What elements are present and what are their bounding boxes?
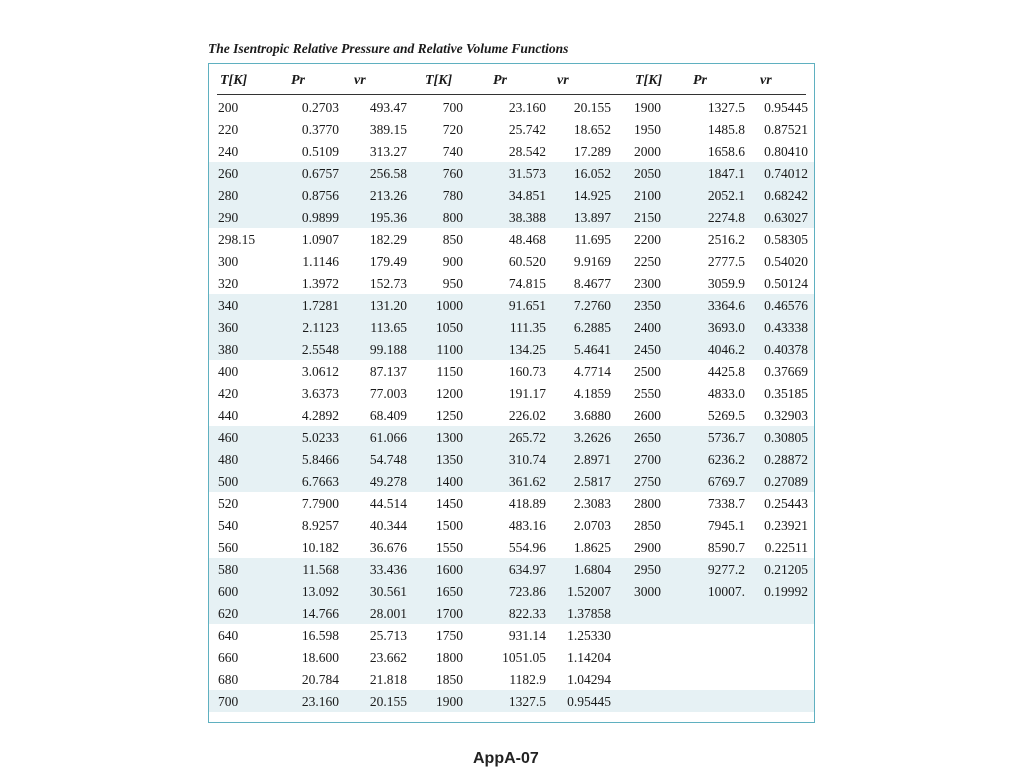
table-cell: 3693.0 <box>707 320 745 335</box>
table-cell: 256.58 <box>369 166 407 181</box>
table-cell: 480 <box>218 452 239 467</box>
table-row <box>209 405 814 427</box>
table-cell: 60.520 <box>508 254 546 269</box>
table-cell: 2500 <box>634 364 661 379</box>
table-cell: 1658.6 <box>707 144 745 159</box>
table-row <box>209 339 814 361</box>
table-cell: 61.066 <box>369 430 407 445</box>
table-cell: 1800 <box>436 650 463 665</box>
table-cell: 0.87521 <box>764 122 808 137</box>
table-cell: 700 <box>218 694 239 709</box>
table-cell: 2.0703 <box>573 518 611 533</box>
table-cell: 2600 <box>634 408 661 423</box>
column-header: Pr <box>291 73 305 88</box>
table-cell: 440 <box>218 408 239 423</box>
table-cell: 74.815 <box>508 276 546 291</box>
table-cell: 20.784 <box>301 672 339 687</box>
table-cell: 9.9169 <box>573 254 611 269</box>
table-row <box>209 669 814 691</box>
table-cell: 400 <box>218 364 239 379</box>
column-header: vr <box>557 73 569 88</box>
table-cell: 1.52007 <box>567 584 611 599</box>
table-cell: 1182.9 <box>509 672 546 687</box>
table-cell: 111.35 <box>509 320 546 335</box>
table-cell: 361.62 <box>508 474 546 489</box>
table-header <box>217 68 806 95</box>
table-cell: 1950 <box>634 122 661 137</box>
table-cell: 6236.2 <box>707 452 745 467</box>
table-cell: 2700 <box>634 452 661 467</box>
table-cell: 160.73 <box>508 364 546 379</box>
table-cell: 418.89 <box>508 496 546 511</box>
table-cell: 740 <box>442 144 463 159</box>
table-cell: 0.28872 <box>764 452 808 467</box>
table-cell: 560 <box>218 540 239 555</box>
table-row <box>209 361 814 383</box>
table-cell: 6.7663 <box>301 474 339 489</box>
table-cell: 0.95445 <box>764 100 808 115</box>
table-cell: 600 <box>218 584 239 599</box>
table-cell: 48.468 <box>508 232 546 247</box>
table-cell: 0.35185 <box>764 386 808 401</box>
table-cell: 300 <box>218 254 239 269</box>
table-cell: 620 <box>218 606 239 621</box>
table-cell: 1100 <box>436 342 463 357</box>
table-cell: 720 <box>442 122 463 137</box>
table-cell: 36.676 <box>369 540 407 555</box>
table-cell: 340 <box>218 298 239 313</box>
table-cell: 18.600 <box>301 650 339 665</box>
table-cell: 1.3972 <box>301 276 339 291</box>
table-cell: 460 <box>218 430 239 445</box>
table-row <box>209 449 814 471</box>
table-cell: 1600 <box>436 562 463 577</box>
table-cell: 0.43338 <box>764 320 808 335</box>
table-row <box>209 493 814 515</box>
table-cell: 554.96 <box>508 540 546 555</box>
table-cell: 240 <box>218 144 239 159</box>
table-cell: 2550 <box>634 386 661 401</box>
table-cell: 33.436 <box>369 562 407 577</box>
table-cell: 0.54020 <box>764 254 808 269</box>
table-cell: 77.003 <box>369 386 407 401</box>
table-cell: 0.58305 <box>764 232 808 247</box>
table-cell: 0.27089 <box>764 474 808 489</box>
table-cell: 2777.5 <box>707 254 745 269</box>
table-cell: 4.7714 <box>573 364 611 379</box>
table-cell: 182.29 <box>369 232 407 247</box>
table-cell: 4833.0 <box>707 386 745 401</box>
table-cell: 1847.1 <box>707 166 745 181</box>
table-cell: 34.851 <box>508 188 546 203</box>
table-cell: 1150 <box>436 364 463 379</box>
table-cell: 3.2626 <box>573 430 611 445</box>
table-cell: 134.25 <box>508 342 546 357</box>
table-cell: 3000 <box>634 584 661 599</box>
footer-label: AppA-07 <box>473 750 539 767</box>
table-cell: 580 <box>218 562 239 577</box>
table-cell: 313.27 <box>369 144 407 159</box>
column-header: T[K] <box>635 73 663 88</box>
table-cell: 2000 <box>634 144 661 159</box>
table-cell: 1450 <box>436 496 463 511</box>
table-cell: 2750 <box>634 474 661 489</box>
table-row <box>209 97 814 119</box>
data-table <box>208 63 815 723</box>
table-cell: 0.9899 <box>301 210 339 225</box>
table-cell: 0.8756 <box>301 188 339 203</box>
table-cell: 8590.7 <box>707 540 745 555</box>
table-row <box>209 537 814 559</box>
table-cell: 2300 <box>634 276 661 291</box>
table-cell: 540 <box>218 518 239 533</box>
table-row <box>209 207 814 229</box>
table-title: The Isentropic Relative Pressure and Relative Volume Functions <box>208 41 569 56</box>
table-cell: 380 <box>218 342 239 357</box>
table-cell: 28.542 <box>508 144 546 159</box>
table-cell: 1050 <box>436 320 463 335</box>
table-cell: 4.1859 <box>573 386 611 401</box>
table-cell: 16.598 <box>301 628 339 643</box>
table-cell: 44.514 <box>369 496 407 511</box>
table-cell: 2.5817 <box>573 474 611 489</box>
table-cell: 2.8971 <box>573 452 611 467</box>
table-cell: 6.2885 <box>573 320 611 335</box>
table-cell: 660 <box>218 650 239 665</box>
table-cell: 99.188 <box>369 342 407 357</box>
table-cell: 49.278 <box>369 474 407 489</box>
table-cell: 0.95445 <box>567 694 611 709</box>
column-header: T[K] <box>425 73 453 88</box>
table-cell: 30.561 <box>369 584 407 599</box>
table-cell: 31.573 <box>508 166 546 181</box>
table-cell: 4425.8 <box>707 364 745 379</box>
table-cell: 131.20 <box>369 298 407 313</box>
table-cell: 0.25443 <box>764 496 808 511</box>
table-cell: 634.97 <box>508 562 546 577</box>
table-cell: 8.4677 <box>573 276 611 291</box>
table-cell: 900 <box>442 254 463 269</box>
table-row <box>209 427 814 449</box>
table-cell: 1327.5 <box>508 694 546 709</box>
table-cell: 950 <box>442 276 463 291</box>
table-row <box>209 141 814 163</box>
table-cell: 152.73 <box>369 276 407 291</box>
table-cell: 1051.05 <box>502 650 546 665</box>
table-cell: 0.50124 <box>764 276 808 291</box>
table-row <box>209 273 814 295</box>
table-cell: 1250 <box>436 408 463 423</box>
table-cell: 2.5548 <box>301 342 339 357</box>
table-cell: 290 <box>218 210 239 225</box>
table-cell: 38.388 <box>508 210 546 225</box>
table-cell: 195.36 <box>369 210 407 225</box>
table-cell: 2250 <box>634 254 661 269</box>
table-cell: 1.1146 <box>302 254 339 269</box>
table-row <box>209 119 814 141</box>
table-cell: 2450 <box>634 342 661 357</box>
table-cell: 7.2760 <box>573 298 611 313</box>
table-cell: 4.2892 <box>301 408 339 423</box>
table-cell: 91.651 <box>508 298 546 313</box>
table-cell: 3059.9 <box>707 276 745 291</box>
table-row <box>209 603 814 625</box>
column-header: Pr <box>493 73 507 88</box>
table-cell: 2274.8 <box>707 210 745 225</box>
table-cell: 1350 <box>436 452 463 467</box>
table-cell: 17.289 <box>573 144 611 159</box>
column-header: Pr <box>693 73 707 88</box>
table-cell: 25.742 <box>508 122 546 137</box>
table-cell: 2.1123 <box>302 320 339 335</box>
table-cell: 10.182 <box>301 540 339 555</box>
table-cell: 191.17 <box>508 386 546 401</box>
table-cell: 9277.2 <box>707 562 745 577</box>
table-cell: 2.3083 <box>573 496 611 511</box>
table-cell: 23.160 <box>508 100 546 115</box>
table-cell: 2950 <box>634 562 661 577</box>
table-cell: 760 <box>442 166 463 181</box>
table-cell: 0.6757 <box>301 166 339 181</box>
table-cell: 0.19992 <box>764 584 808 599</box>
table-cell: 2400 <box>634 320 661 335</box>
table-row <box>209 295 814 317</box>
column-header: T[K] <box>220 73 248 88</box>
table-cell: 0.46576 <box>764 298 808 313</box>
table-cell: 11.568 <box>302 562 339 577</box>
table-cell: 1485.8 <box>707 122 745 137</box>
table-cell: 113.65 <box>370 320 407 335</box>
table-cell: 0.68242 <box>764 188 808 203</box>
table-cell: 1.37858 <box>567 606 611 621</box>
table-cell: 3364.6 <box>707 298 745 313</box>
table-cell: 1000 <box>436 298 463 313</box>
table-cell: 0.23921 <box>764 518 808 533</box>
table-cell: 7.7900 <box>301 496 339 511</box>
table-cell: 7338.7 <box>707 496 745 511</box>
column-header: vr <box>354 73 366 88</box>
table-cell: 1200 <box>436 386 463 401</box>
table-cell: 280 <box>218 188 239 203</box>
table-cell: 389.15 <box>369 122 407 137</box>
table-cell: 931.14 <box>508 628 546 643</box>
table-cell: 700 <box>442 100 463 115</box>
table-cell: 21.818 <box>369 672 407 687</box>
table-row <box>209 471 814 493</box>
table-cell: 14.925 <box>573 188 611 203</box>
table-cell: 2650 <box>634 430 661 445</box>
table-cell: 2150 <box>634 210 661 225</box>
table-cell: 1.7281 <box>301 298 339 313</box>
table-cell: 0.30805 <box>764 430 808 445</box>
table-cell: 800 <box>442 210 463 225</box>
table-cell: 1300 <box>436 430 463 445</box>
table-cell: 8.9257 <box>301 518 339 533</box>
table-cell: 1700 <box>436 606 463 621</box>
table-cell: 5.4641 <box>573 342 611 357</box>
table-cell: 7945.1 <box>707 518 745 533</box>
table-cell: 780 <box>442 188 463 203</box>
table-cell: 2052.1 <box>707 188 745 203</box>
table-cell: 0.32903 <box>764 408 808 423</box>
table-cell: 822.33 <box>508 606 546 621</box>
table-cell: 1850 <box>436 672 463 687</box>
table-row <box>209 515 814 537</box>
table-cell: 1650 <box>436 584 463 599</box>
table-cell: 2100 <box>634 188 661 203</box>
table-cell: 220 <box>218 122 239 137</box>
table-cell: 16.052 <box>573 166 611 181</box>
table-row <box>209 163 814 185</box>
table-row <box>209 317 814 339</box>
table-row <box>209 625 814 647</box>
table-cell: 310.74 <box>508 452 546 467</box>
table-cell: 420 <box>218 386 239 401</box>
table-cell: 2900 <box>634 540 661 555</box>
table-cell: 20.155 <box>369 694 407 709</box>
table-cell: 1.14204 <box>567 650 611 665</box>
table-cell: 0.21205 <box>764 562 808 577</box>
table-row <box>209 581 814 603</box>
table-row <box>209 647 814 669</box>
table-cell: 1.6804 <box>573 562 611 577</box>
table-cell: 54.748 <box>369 452 407 467</box>
table-cell: 2800 <box>634 496 661 511</box>
table-cell: 226.02 <box>508 408 546 423</box>
table-cell: 1900 <box>634 100 661 115</box>
table-cell: 1.04294 <box>567 672 611 687</box>
table-cell: 5269.5 <box>707 408 745 423</box>
table-row <box>209 691 814 713</box>
table-cell: 2850 <box>634 518 661 533</box>
table-cell: 20.155 <box>573 100 611 115</box>
table-cell: 850 <box>442 232 463 247</box>
table-cell: 28.001 <box>369 606 407 621</box>
table-row <box>209 383 814 405</box>
table-cell: 0.80410 <box>764 144 808 159</box>
table-cell: 640 <box>218 628 239 643</box>
table-cell: 3.0612 <box>301 364 339 379</box>
table-cell: 260 <box>218 166 239 181</box>
table-cell: 68.409 <box>369 408 407 423</box>
table-cell: 1.0907 <box>301 232 339 247</box>
table-cell: 14.766 <box>301 606 339 621</box>
table-cell: 265.72 <box>508 430 546 445</box>
table-cell: 0.5109 <box>301 144 339 159</box>
table-cell: 5.8466 <box>301 452 339 467</box>
table-cell: 0.37669 <box>764 364 808 379</box>
table-cell: 1327.5 <box>707 100 745 115</box>
table-cell: 3.6373 <box>301 386 339 401</box>
table-cell: 25.713 <box>369 628 407 643</box>
table-cell: 2050 <box>634 166 661 181</box>
table-cell: 1550 <box>436 540 463 555</box>
table-cell: 10007. <box>707 584 745 599</box>
table-cell: 13.897 <box>573 210 611 225</box>
table-cell: 40.344 <box>369 518 407 533</box>
table-cell: 500 <box>218 474 239 489</box>
table-cell: 13.092 <box>301 584 339 599</box>
table-cell: 5736.7 <box>707 430 745 445</box>
table-row <box>209 229 814 251</box>
table-row <box>209 559 814 581</box>
table-cell: 1.8625 <box>573 540 611 555</box>
table-cell: 23.160 <box>301 694 339 709</box>
table-cell: 680 <box>218 672 239 687</box>
table-cell: 1.25330 <box>567 628 611 643</box>
table-cell: 200 <box>218 100 239 115</box>
table-cell: 0.3770 <box>301 122 339 137</box>
table-cell: 11.695 <box>574 232 611 247</box>
table-cell: 87.137 <box>369 364 407 379</box>
table-cell: 298.15 <box>218 232 256 247</box>
table-cell: 360 <box>218 320 239 335</box>
table-cell: 213.26 <box>369 188 407 203</box>
table-cell: 18.652 <box>573 122 611 137</box>
column-header: vr <box>760 73 772 88</box>
table-cell: 2516.2 <box>707 232 745 247</box>
table-row <box>209 185 814 207</box>
table-cell: 0.2703 <box>301 100 339 115</box>
table-row <box>209 251 814 273</box>
table-cell: 0.74012 <box>764 166 808 181</box>
table-cell: 3.6880 <box>573 408 611 423</box>
table-cell: 1900 <box>436 694 463 709</box>
table-cell: 0.22511 <box>764 540 808 555</box>
table-cell: 0.40378 <box>764 342 808 357</box>
table-cell: 1400 <box>436 474 463 489</box>
table-cell: 179.49 <box>369 254 407 269</box>
table-cell: 483.16 <box>508 518 546 533</box>
table-cell: 2350 <box>634 298 661 313</box>
table-cell: 493.47 <box>369 100 407 115</box>
table-cell: 5.0233 <box>301 430 339 445</box>
table-cell: 1500 <box>436 518 463 533</box>
table-cell: 23.662 <box>369 650 407 665</box>
table-cell: 4046.2 <box>707 342 745 357</box>
table-cell: 320 <box>218 276 239 291</box>
table-cell: 0.63027 <box>764 210 808 225</box>
table-cell: 1750 <box>436 628 463 643</box>
table-cell: 723.86 <box>508 584 546 599</box>
table-cell: 520 <box>218 496 239 511</box>
table-cell: 6769.7 <box>707 474 745 489</box>
table-cell: 2200 <box>634 232 661 247</box>
